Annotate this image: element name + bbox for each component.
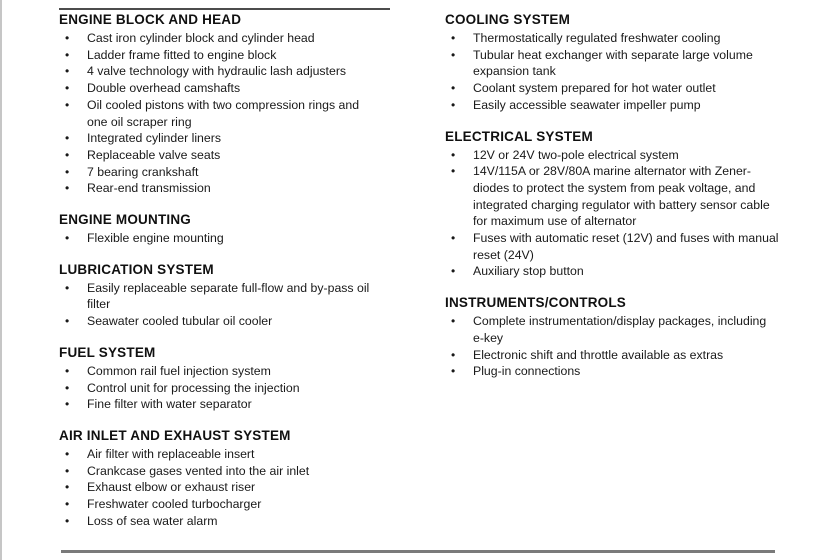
list-item — [59, 230, 381, 247]
section — [59, 427, 381, 530]
item-text: 7 bearing crankshaft — [87, 164, 199, 179]
list-item — [445, 163, 779, 230]
item-text: Cast iron cylinder block and cylinder head — [87, 31, 315, 45]
list-item — [445, 313, 779, 346]
bullet-list — [445, 147, 779, 281]
list-item — [445, 30, 779, 47]
item-text: Oil cooled pistons with two compression rings and one oil scraper ring — [87, 97, 360, 129]
section — [59, 211, 381, 247]
item-text: Tubular heat exchanger with separate large volume expansion tank — [473, 47, 753, 79]
section — [445, 294, 779, 380]
bullet-marker: • — [451, 97, 456, 112]
list-item — [59, 380, 381, 397]
bullet-marker: • — [451, 231, 456, 246]
item-text: Integrated cylinder liners — [87, 131, 221, 146]
item-text: Thermostatically regulated freshwater cooling — [473, 31, 721, 45]
item-text: Ladder frame fitted to engine block — [87, 47, 277, 62]
section-title: ELECTRICAL SYSTEM — [445, 128, 593, 144]
bullet-marker: • — [451, 264, 456, 279]
section — [59, 344, 381, 413]
bullet-marker: • — [65, 513, 70, 528]
list-item — [59, 180, 381, 197]
section-title: FUEL SYSTEM — [59, 344, 156, 360]
list-item — [59, 130, 381, 147]
bullet-marker: • — [65, 147, 70, 162]
list-item — [59, 63, 381, 80]
section — [59, 261, 381, 330]
item-text: Seawater cooled tubular oil cooler — [87, 314, 273, 329]
list-item — [59, 280, 381, 313]
list-item — [445, 263, 779, 280]
item-text: Control unit for processing the injection — [87, 380, 300, 395]
bullet-marker: • — [451, 147, 456, 162]
item-text: Easily accessible seawater impeller pump — [473, 97, 701, 112]
list-item — [59, 97, 381, 130]
bullet-marker: • — [65, 280, 70, 295]
list-item — [445, 347, 779, 364]
bullet-marker: • — [451, 314, 456, 329]
bullet-marker: • — [65, 64, 70, 79]
bullet-marker: • — [451, 347, 456, 362]
list-item — [59, 30, 381, 47]
section-title: AIR INLET AND EXHAUST SYSTEM — [59, 427, 291, 443]
bullet-list — [59, 363, 381, 413]
column-right — [445, 11, 779, 543]
bullet-marker: • — [451, 31, 456, 45]
item-text: 4 valve technology with hydraulic lash adjusters — [87, 64, 347, 79]
bullet-marker: • — [65, 363, 70, 378]
bullet-marker: • — [65, 97, 70, 112]
list-item — [59, 446, 381, 463]
bullet-marker: • — [65, 380, 70, 395]
item-text: Replaceable valve seats — [87, 147, 221, 162]
bullet-marker: • — [451, 164, 456, 179]
item-text: Loss of sea water alarm — [87, 513, 218, 528]
list-item — [445, 97, 779, 114]
bottom-horizontal-rule — [61, 550, 775, 553]
list-item — [59, 496, 381, 513]
list-item — [59, 47, 381, 64]
item-text: Coolant system prepared for hot water outlet — [473, 81, 716, 96]
bullet-marker: • — [65, 131, 70, 146]
bullet-marker: • — [65, 463, 70, 478]
item-text: Common rail fuel injection system — [87, 363, 271, 378]
section-title: COOLING SYSTEM — [445, 12, 571, 27]
bullet-marker: • — [451, 364, 456, 379]
item-text: Rear-end transmission — [87, 181, 211, 196]
bullet-marker: • — [65, 480, 70, 495]
list-item — [59, 396, 381, 413]
list-item — [445, 147, 779, 164]
item-text: Auxiliary stop button — [473, 264, 584, 279]
bullet-list — [59, 30, 381, 197]
item-text: Fuses with automatic reset (12V) and fuses with manual reset (24V) — [473, 231, 779, 262]
item-text: Complete instrumentation/display packages, including e-key — [473, 314, 767, 345]
item-text: Flexible engine mounting — [87, 231, 224, 246]
section — [445, 128, 779, 281]
top-horizontal-rule — [59, 8, 390, 10]
item-text: Plug-in connections — [473, 364, 581, 379]
item-text: 12V or 24V two-pole electrical system — [473, 147, 679, 162]
item-text: 14V/115A or 28V/80A marine alternator with Zener-diodes to protect the system from peak voltage, and integrated charging regulator with battery sensor cable for maximum use of alternator — [473, 164, 770, 229]
columns-container — [59, 11, 779, 543]
bullet-marker: • — [65, 314, 70, 329]
list-item — [59, 463, 381, 480]
bullet-list — [445, 30, 779, 114]
list-item — [59, 164, 381, 181]
item-text: Electronic shift and throttle available as extras — [473, 347, 724, 362]
list-item — [445, 363, 779, 380]
bullet-marker: • — [65, 47, 70, 62]
bullet-list — [59, 230, 381, 247]
list-item — [59, 147, 381, 164]
list-item — [59, 80, 381, 97]
item-text: Crankcase gases vented into the air inlet — [87, 463, 310, 478]
list-item — [59, 479, 381, 496]
list-item — [445, 230, 779, 263]
list-item — [59, 313, 381, 330]
list-item — [445, 80, 779, 97]
bullet-marker: • — [65, 31, 70, 45]
bullet-list — [59, 446, 381, 530]
section-title: ENGINE MOUNTING — [59, 212, 192, 228]
bullet-list — [59, 280, 381, 330]
bullet-marker: • — [65, 81, 70, 96]
list-item — [59, 363, 381, 380]
bullet-marker: • — [451, 47, 456, 62]
bullet-marker: • — [65, 231, 70, 246]
bullet-marker: • — [65, 164, 70, 179]
section-title: INSTRUMENTS/CONTROLS — [445, 295, 626, 311]
bullet-marker: • — [65, 446, 70, 461]
section — [445, 11, 779, 114]
item-text: Fine filter with water separator — [87, 397, 252, 412]
list-item — [59, 513, 381, 530]
item-text: Double overhead camshafts — [87, 81, 241, 96]
bullet-list — [445, 313, 779, 380]
bullet-marker: • — [451, 81, 456, 96]
item-text: Exhaust elbow or exhaust riser — [87, 480, 256, 495]
column-left — [59, 11, 381, 543]
section-title: LUBRICATION SYSTEM — [59, 261, 214, 277]
item-text: Freshwater cooled turbocharger — [87, 497, 262, 512]
item-text: Air filter with replaceable insert — [87, 446, 255, 461]
section-title: ENGINE BLOCK AND HEAD — [59, 12, 242, 27]
list-item — [445, 47, 779, 80]
bullet-marker: • — [65, 181, 70, 196]
section — [59, 11, 381, 197]
bullet-marker: • — [65, 397, 70, 412]
bullet-marker: • — [65, 497, 70, 512]
item-text: Easily replaceable separate full-flow and by-pass oil filter — [87, 280, 370, 312]
